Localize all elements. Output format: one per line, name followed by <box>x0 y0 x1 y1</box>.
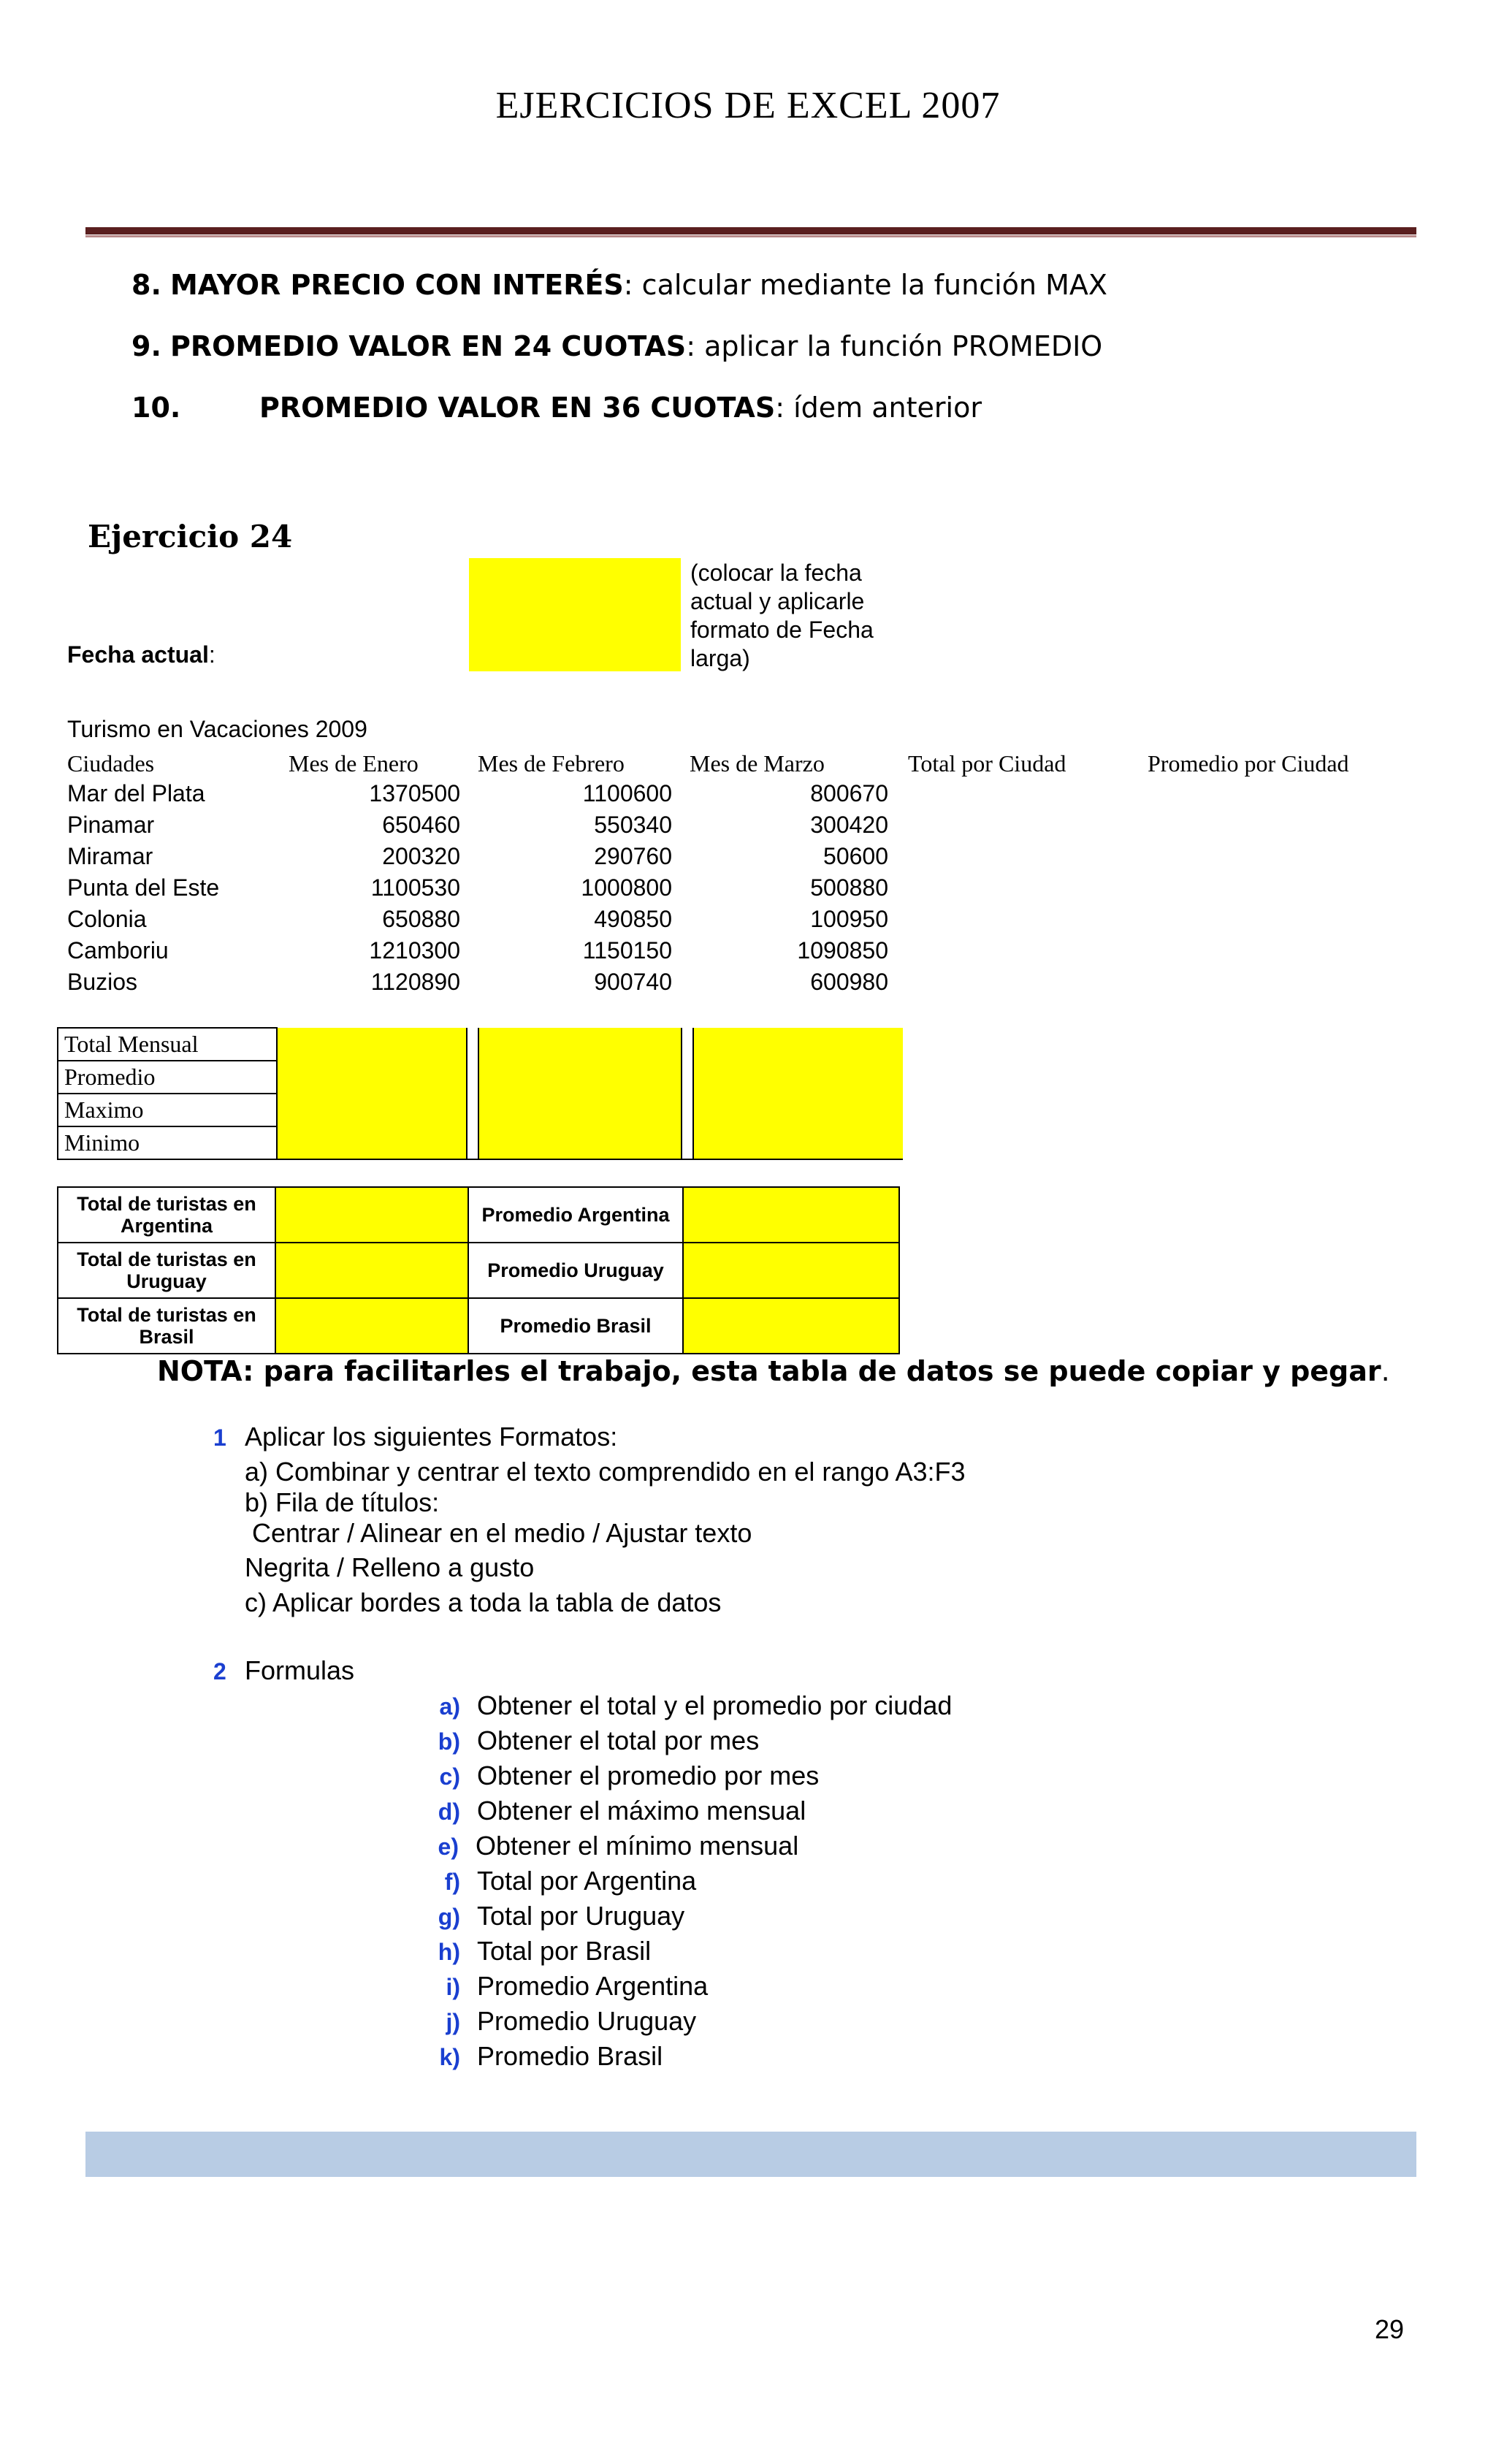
list-letter: j) <box>446 2009 460 2035</box>
table-cell: 290760 <box>594 843 672 869</box>
list-item <box>131 392 180 424</box>
summary-table <box>57 1027 903 1160</box>
table-row-city: Punta del Este <box>67 874 220 901</box>
fecha-note-line: actual y aplicarle <box>690 588 865 614</box>
list-letter: c) <box>439 1763 460 1790</box>
table-row-city: Colonia <box>67 906 147 932</box>
cell-divider <box>467 1061 478 1094</box>
cell-divider <box>682 1061 693 1094</box>
column-header-enero: Mes de Enero <box>289 750 419 777</box>
list-item <box>131 330 1102 362</box>
list-item-body <box>259 392 982 424</box>
list-item-number: 9. <box>131 330 161 362</box>
step-number: 1 <box>213 1424 226 1451</box>
cell-divider <box>467 1126 478 1159</box>
table-cell: 650880 <box>382 906 460 932</box>
table-row-city: Miramar <box>67 843 153 869</box>
list-item: Total por Argentina <box>477 1866 697 1896</box>
fecha-note <box>690 559 874 673</box>
table-cell: 300420 <box>810 812 888 838</box>
step-line: a) Combinar y centrar el texto comprendido en el rango A3:F3 <box>245 1457 966 1487</box>
summary-cell[interactable] <box>478 1028 682 1061</box>
fecha-label-colon: : <box>208 641 215 668</box>
country-total-label: Total de turistas en Brasil <box>58 1298 275 1354</box>
step-title: Formulas <box>245 1655 355 1685</box>
table-cell: 200320 <box>382 843 460 869</box>
country-total-cell[interactable] <box>275 1298 468 1354</box>
country-total-label: Total de turistas en Argentina <box>58 1187 275 1243</box>
cell-divider <box>682 1094 693 1126</box>
list-item: Promedio Argentina <box>477 1971 709 2001</box>
list-letter: f) <box>444 1869 460 1895</box>
footer-band <box>85 2132 1416 2177</box>
table-cell: 600980 <box>810 969 888 995</box>
list-letter: g) <box>438 1904 460 1930</box>
table-cell: 1120890 <box>370 969 460 995</box>
fecha-label-text: Fecha actual <box>67 641 209 668</box>
country-total-cell[interactable] <box>275 1187 468 1243</box>
column-header-total-ciudad: Total por Ciudad <box>908 750 1066 777</box>
list-item: Promedio Uruguay <box>477 2006 697 2036</box>
summary-cell[interactable] <box>277 1028 467 1061</box>
list-letter: e) <box>438 1834 459 1860</box>
step-title: Aplicar los siguientes Formatos: <box>245 1422 618 1452</box>
fecha-note-line: (colocar la fecha <box>690 560 862 586</box>
header-rule-shadow <box>85 235 1416 237</box>
list-letter: d) <box>438 1799 460 1825</box>
table-row-city: Buzios <box>67 969 138 995</box>
list-item-number: 8. <box>131 269 161 301</box>
country-total-label: Total de turistas en Uruguay <box>58 1243 275 1298</box>
nota <box>157 1355 1390 1387</box>
list-item-text: : ídem anterior <box>775 392 982 424</box>
country-avg-label: Promedio Brasil <box>468 1298 683 1354</box>
cell-divider <box>682 1126 693 1159</box>
summary-cell[interactable] <box>693 1126 903 1159</box>
sheet-caption: Turismo en Vacaciones 2009 <box>67 716 367 742</box>
step-line: Centrar / Alinear en el medio / Ajustar texto <box>245 1518 752 1548</box>
exercise-title: Ejercicio 24 <box>88 519 293 554</box>
header-rule <box>85 227 1416 234</box>
table-cell: 1150150 <box>582 937 672 964</box>
table-row <box>58 1126 903 1159</box>
summary-cell[interactable] <box>478 1094 682 1126</box>
column-header-promedio-ciudad: Promedio por Ciudad <box>1148 750 1349 777</box>
table-cell: 50600 <box>823 843 888 869</box>
fecha-note-line: formato de Fecha <box>690 617 874 643</box>
list-item-heading: PROMEDIO VALOR EN 24 CUOTAS <box>169 330 687 362</box>
list-letter: k) <box>439 2044 460 2070</box>
fecha-label <box>67 641 215 668</box>
table-cell: 1210300 <box>369 937 460 964</box>
list-item: Obtener el promedio por mes <box>477 1761 820 1790</box>
step-line: Negrita / Relleno a gusto <box>245 1552 535 1582</box>
table-cell: 100950 <box>810 906 888 932</box>
list-item-text: : calcular mediante la función MAX <box>623 269 1107 301</box>
page-title: EJERCICIOS DE EXCEL 2007 <box>495 85 1001 126</box>
list-item-text: : aplicar la función PROMEDIO <box>686 330 1103 362</box>
table-cell: 650460 <box>382 812 460 838</box>
nota-text: NOTA: para facilitarles el trabajo, esta tabla de datos se puede copiar y pegar <box>157 1355 1381 1387</box>
list-item <box>131 269 1107 301</box>
column-header-febrero: Mes de Febrero <box>478 750 625 777</box>
step-line: b) Fila de títulos: <box>245 1487 440 1517</box>
country-avg-cell[interactable] <box>683 1243 899 1298</box>
country-avg-label: Promedio Uruguay <box>468 1243 683 1298</box>
page-number: 29 <box>1375 2314 1405 2344</box>
country-avg-label: Promedio Argentina <box>468 1187 683 1243</box>
list-item-heading: PROMEDIO VALOR EN 36 CUOTAS <box>259 392 776 424</box>
table-cell: 1370500 <box>369 780 460 806</box>
step-line: c) Aplicar bordes a toda la tabla de datos <box>245 1587 722 1617</box>
summary-cell[interactable] <box>277 1061 467 1094</box>
summary-cell[interactable] <box>277 1126 467 1159</box>
table-row <box>58 1061 903 1094</box>
list-letter: h) <box>438 1939 460 1965</box>
summary-cell[interactable] <box>693 1061 903 1094</box>
table-row-city: Pinamar <box>67 812 155 838</box>
country-table <box>57 1186 900 1354</box>
nota-end: . <box>1381 1355 1390 1387</box>
country-avg-cell[interactable] <box>683 1187 899 1243</box>
cell-divider <box>682 1028 693 1061</box>
table-cell: 1100600 <box>582 780 672 806</box>
list-item-number: 10. <box>131 392 181 424</box>
table-row <box>58 1298 899 1354</box>
list-letter: a) <box>439 1693 460 1720</box>
list-letter: i) <box>446 1974 460 2000</box>
summary-cell[interactable] <box>693 1094 903 1126</box>
table-cell: 800670 <box>810 780 888 806</box>
fecha-note-line: larga) <box>690 645 750 671</box>
cell-divider <box>467 1094 478 1126</box>
table-row <box>58 1094 903 1126</box>
table-cell: 900740 <box>594 969 672 995</box>
summary-label: Promedio <box>58 1061 277 1094</box>
fecha-input-cell[interactable] <box>469 558 681 671</box>
table-row <box>58 1028 903 1061</box>
column-header-marzo: Mes de Marzo <box>690 750 825 777</box>
step-number: 2 <box>213 1658 226 1685</box>
list-item-heading: MAYOR PRECIO CON INTERÉS <box>169 269 624 301</box>
summary-label: Total Mensual <box>58 1028 277 1061</box>
list-item: Obtener el total y el promedio por ciudad <box>477 1690 953 1720</box>
summary-cell[interactable] <box>478 1126 682 1159</box>
table-cell: 1090850 <box>797 937 888 964</box>
table-row <box>58 1243 899 1298</box>
summary-cell[interactable] <box>478 1061 682 1094</box>
table-cell: 500880 <box>810 874 888 901</box>
table-cell: 1100530 <box>370 874 460 901</box>
country-avg-cell[interactable] <box>683 1298 899 1354</box>
list-item: Total por Brasil <box>477 1936 652 1966</box>
table-cell: 490850 <box>594 906 672 932</box>
column-header-ciudades: Ciudades <box>67 750 155 777</box>
list-item: Obtener el máximo mensual <box>477 1796 806 1826</box>
table-cell: 550340 <box>594 812 672 838</box>
list-item: Obtener el mínimo mensual <box>476 1831 799 1861</box>
table-row-city: Mar del Plata <box>67 780 205 806</box>
table-row <box>58 1187 899 1243</box>
list-item: Obtener el total por mes <box>477 1725 760 1755</box>
country-total-cell[interactable] <box>275 1243 468 1298</box>
summary-cell[interactable] <box>693 1028 903 1061</box>
list-item: Promedio Brasil <box>477 2041 663 2071</box>
summary-cell[interactable] <box>277 1094 467 1126</box>
summary-label: Minimo <box>58 1126 277 1159</box>
summary-label: Maximo <box>58 1094 277 1126</box>
cell-divider <box>467 1028 478 1061</box>
list-item: Total por Uruguay <box>477 1901 685 1931</box>
table-cell: 1000800 <box>581 874 672 901</box>
table-row-city: Camboriu <box>67 937 169 964</box>
list-letter: b) <box>438 1728 460 1755</box>
